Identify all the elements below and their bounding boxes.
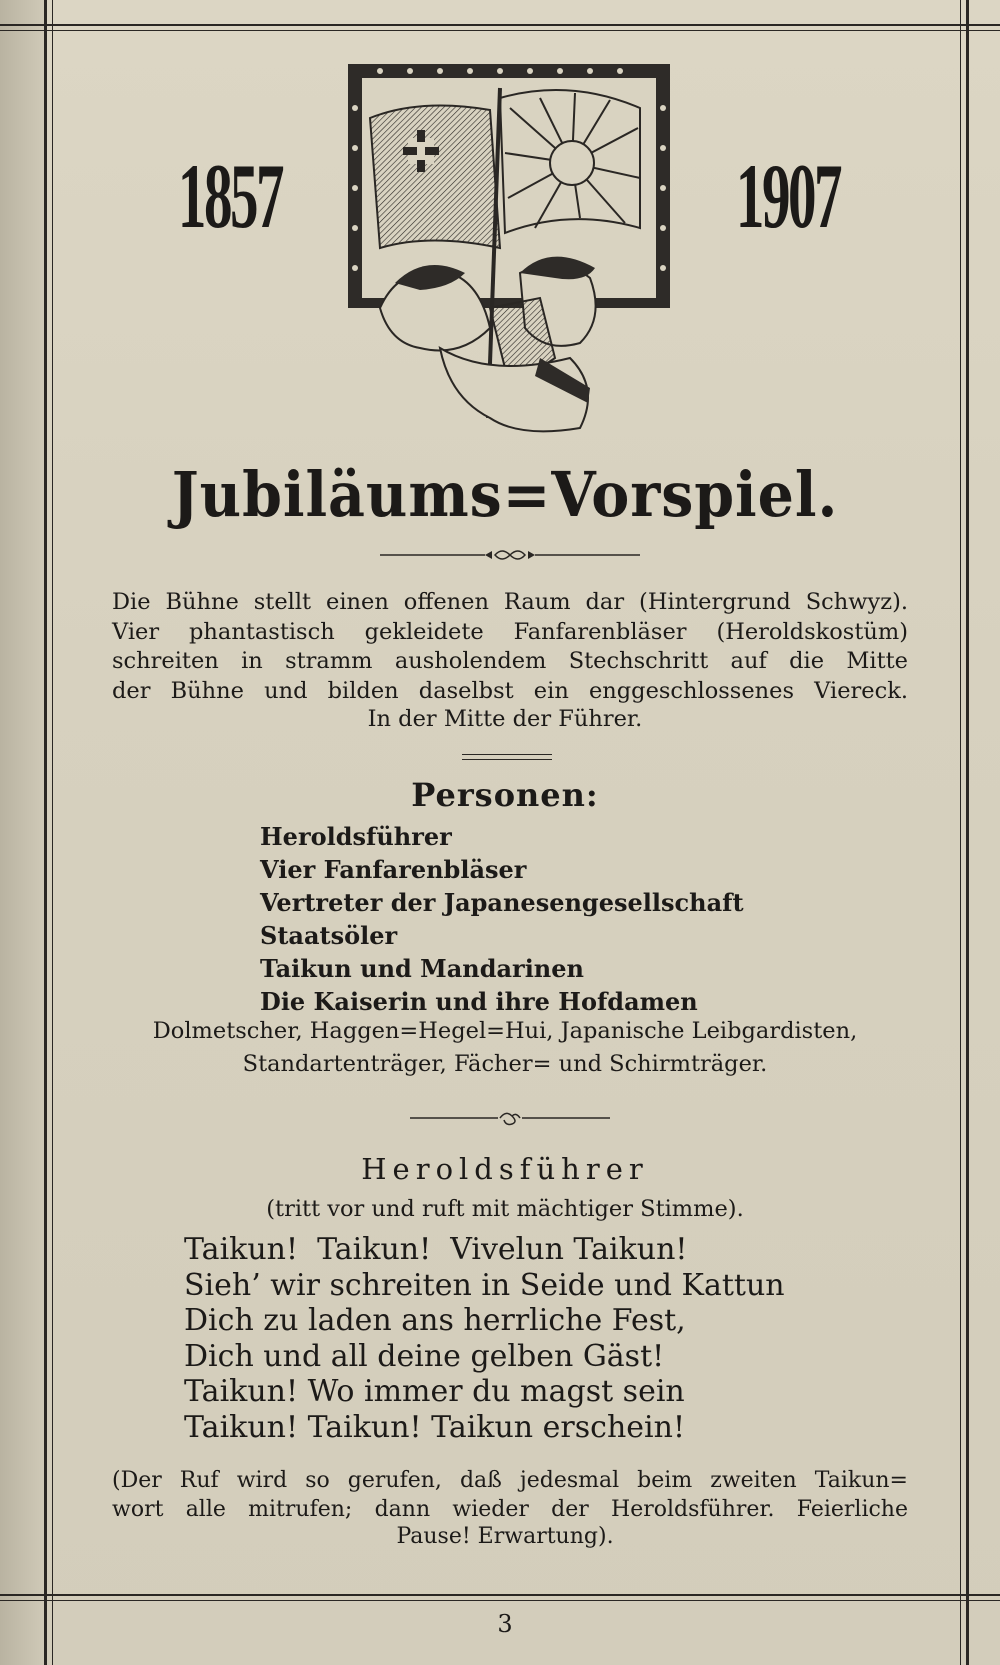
note-line: (Der Ruf wird so gerufen, daß jedesmal beim zweiten Taikun=: [112, 1468, 908, 1493]
list-item: Heroldsführer: [260, 822, 452, 851]
frame-rule-bottom-inner: [0, 1600, 1000, 1601]
intro-line: Vier phantastisch gekleidete Fanfarenbläser (Heroldskostüm): [112, 618, 908, 645]
intro-line: Die Bühne stellt einen offenen Raum dar (Hintergrund Schwyz).: [112, 589, 908, 615]
frame-rule-top-inner: [0, 30, 1000, 31]
list-item: Vertreter der Japanesengesellschaft: [260, 888, 744, 917]
book-spine: [0, 0, 44, 1665]
frame-rule-left: [44, 0, 47, 1665]
flags-and-herald-vignette-icon: [340, 58, 678, 440]
page-title: Jubiläums=Vorspiel.: [171, 458, 839, 531]
verse-line: Taikun! Taikun! Taikun erschein!: [184, 1409, 686, 1445]
page-number: 3: [497, 1610, 513, 1638]
list-item: Vier Fanfarenbläser: [260, 855, 527, 884]
intro-last-line: In der Mitte der Führer.: [367, 706, 643, 732]
personen-heading: Personen:: [411, 776, 599, 814]
intro-line: der Bühne und bilden daselbst ein enggeschlossenes Viereck.: [112, 677, 908, 704]
verse-line: Taikun! Taikun! Vivelun Taikun!: [184, 1232, 688, 1267]
role-list: [260, 820, 910, 1018]
stage-note: [112, 1466, 908, 1524]
year-right: 1907: [735, 145, 841, 247]
frame-rule-top: [0, 24, 1000, 26]
verse-line: Taikun! Wo immer du magst sein: [184, 1374, 685, 1409]
verse-line: Sieh’ wir schreiten in Seide und Kattun: [184, 1267, 785, 1303]
frame-rule-right: [966, 0, 969, 1665]
double-rule-bottom: [462, 759, 552, 760]
note-line: wort alle mitrufen; dann wieder der Heroldsführer. Feierliche: [112, 1497, 908, 1522]
list-item: Die Kaiserin und ihre Hofdamen: [260, 987, 698, 1016]
frame-rule-bottom: [0, 1594, 1000, 1596]
stage-note-last-line: Pause! Erwartung).: [396, 1524, 614, 1549]
list-item: Taikun und Mandarinen: [260, 954, 584, 983]
verse-line: Dich und all deine gelben Gäst!: [184, 1338, 665, 1374]
ornament-divider-icon: [380, 545, 640, 565]
list-item: Staatsöler: [260, 921, 398, 950]
verse-block: [184, 1232, 884, 1445]
frame-rule-right-inner: [960, 0, 961, 1665]
speaker-name: Heroldsführer: [361, 1152, 649, 1186]
frame-rule-left-inner: [52, 0, 53, 1665]
small-ornament-divider-icon: [380, 1108, 640, 1128]
stage-direction: (tritt vor und ruft mit mächtiger Stimme).: [266, 1196, 744, 1222]
extras-line-2: Standartenträger, Fächer= und Schirmträger.: [242, 1051, 768, 1077]
double-rule-top: [462, 754, 552, 755]
intro-line: schreiten in stramm ausholendem Stechschritt auf die Mitte: [112, 648, 908, 675]
verse-line: Dich zu laden ans herrliche Fest,: [184, 1303, 686, 1338]
year-left: 1857: [177, 145, 283, 247]
intro-paragraph: [112, 588, 908, 706]
extras-line-1: Dolmetscher, Haggen=Hegel=Hui, Japanische Leibgardisten,: [152, 1018, 858, 1044]
